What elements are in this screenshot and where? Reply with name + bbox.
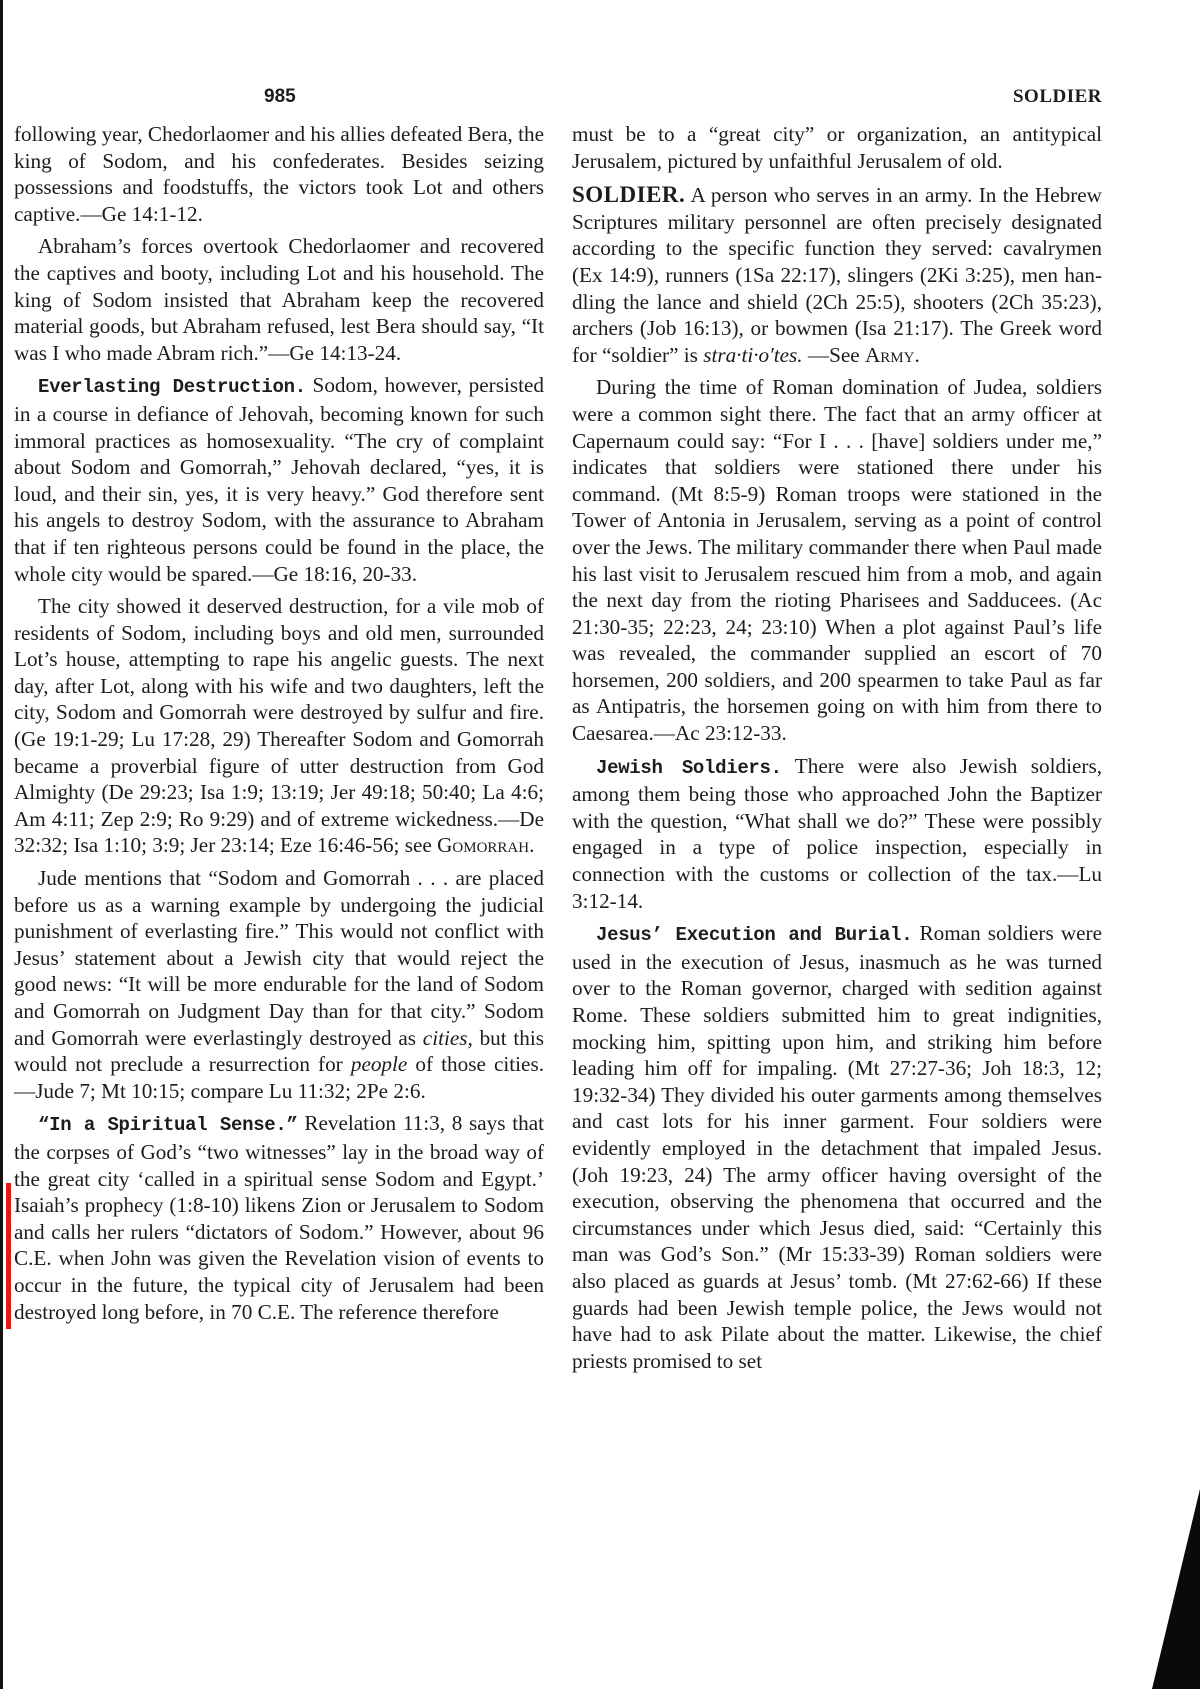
paragraph [14,372,544,587]
paragraph: must be to a “great city” or organization, an antitypical Jerusalem, pictured by unfaithful Jerusalem of old. [572,122,1102,173]
paragraph-text: —See [807,342,860,367]
paragraph: following year, Chedorlaomer and his allies defeated Bera, the king of Sodom, and his confederates. Besides seizing possessions and foodstuffs, the victors took Lot and others captive.—Ge 14:1-12. [14,122,544,226]
paragraph-text: Jude mentions that “Sodom and Gomorrah . . . are placed before us as a warning example by undergoing the judicial punishment of everlasting fire.” This would not conflict with Jesus’ statement about a Jewish city that would reject the good news: “It will be more endurable for the land of Sodom and Gomorrah on Judgment Day than for that city.” Sodom and Gomorrah were everlastingly destroyed as [14,866,544,1050]
paragraph-text: Roman soldiers were used in the execution of Jesus, inasmuch as he was turned over to the Roman governor, charged with sedition against Rome. These soldiers submitted him to great indignities, mocking him, spitting upon him, and striking him before leading him off for impaling. (Mt 27:27-36; Joh 18:3, 12; 19:32-34) They divided his outer garments among themselves and cast lots for his inner garment. Four soldiers were evidently employed in the detachment that impaled Jesus. (Joh 19:23, 24) The army officer having oversight of the execution, observing the phenomena that occurred and the circumstances under which Jesus died, said: “Certainly this man was God’s Son.” (Mr 15:33-39) Roman soldiers were also placed as guards at Jesus’ tomb. (Mt 27:62-66) If these guards had been Jewish temple police, the Jews would not have had to ask Pilate about the matter. Likewise, the chief priests promised to set [572,921,1102,1373]
paragraph-text: Sodom, however, persisted in a course in defiance of Jehovah, becoming known for such immoral practices as homosexuality. “The cry of complaint about Sodom and Gomorrah,” Jehovah declared, “yes, it is loud, and their sin, yes, it is very heavy.” God therefore sent his angels to destroy Sodom, with the assurance to Abraham that if ten righteous persons could be found in the place, the whole city would be spared.—Ge 18:16, 20-33. [14,373,544,586]
running-head: SOLDIER [1012,86,1102,107]
punctuation: . [529,833,535,858]
subheading-jewish-soldiers: Jewish Soldiers. [596,756,782,779]
margin-highlight-bar [6,1183,11,1329]
punctuation: . [914,342,920,367]
entry-heading-soldier: SOLDIER. [572,182,686,208]
subheading-everlasting-destruction: Everlasting Destruction. [38,376,306,399]
paragraph [14,593,544,859]
page-header [14,86,1102,112]
cross-reference: Army [864,342,915,367]
cross-reference: Gomorrah [437,833,530,858]
paragraph: Abraham’s forces overtook Chedorlaomer and recovered the captives and booty, including Lot and his household. The king of Sodom insisted that Abraham keep the recovered material goods, but Abraham refused, lest Bera should say, “It was I who made Abram rich.”—Ge 14:13-24. [14,234,544,365]
paragraph-text: There were also Jewish soldiers, among them being those who approached John the Baptizer with the question, “What shall we do?” These were possibly engaged in a type of police inspection, especially in connection with the customs or collection of the tax.—Lu 3:12-14. [572,753,1102,913]
left-column [14,121,544,1325]
paragraph [572,753,1102,915]
emphasis-text: people [350,1052,408,1077]
paragraph-text: of those cities. —Jude 7; Mt 10:15; compare Lu 11:32; 2Pe 2:6. [14,1052,544,1103]
paragraph: During the time of Roman domination of Judea, soldiers were a common sight there. The fact that an army officer at Capernaum could say: “For I . . . [have] soldiers under me,” indicates that soldiers were stationed there under his command. (Mt 8:5-9) Roman troops were stationed in the Tower of Antonia in Jerusalem, serving as a point of control over the Jews. The military commander there when Paul made his last visit to Jerusalem rescued him from a mob, and again the next day from the rioting Pharisees and Sadducees. (Ac 21:30-35; 22:23, 24; 23:10) When a plot against Paul’s life was revealed, the commander supplied an escort of 70 horsemen, 200 soldiers, and 200 spearmen to take Paul as far as Antipatris, the horsemen going on with him from there to Caesarea.—Ac 23:12-33. [572,375,1102,746]
page-number: 985 [264,86,296,107]
subheading-spiritual-sense: “In a Spiritual Sense.” [38,1114,298,1137]
transliteration: stra·ti·o′tes. [703,342,803,367]
emphasis-text: cities, [422,1025,473,1050]
scan-corner-shadow [1140,1489,1200,1689]
paragraph [14,865,544,1104]
subheading-execution-burial: Jesus’ Execution and Burial. [596,924,913,947]
paragraph-text: but this would not preclude a resurrection for [14,1025,544,1077]
paragraph-text: The city showed it deserved destruction, for a vile mob of residents of Sodom, including boys and old men, surrounded Lot’s house, attempting to rape his angelic guests. The next day, after Lot, along with his wife and two daughters, left the city, Sodom and Gomorrah were destroyed by sulfur and fire. (Ge 19:1-29; Lu 17:28, 29) Thereafter Sodom and Gomorrah became a proverbial figure of utter destruction from God Almighty (De 29:23; Isa 1:9; 13:19; Jer 49:18; 50:40; La 4:6; Am 4:11; Zep 2:9; Ro 9:29) and of extreme wickedness.—De 32:32; Isa 1:10; 3:9; Jer 23:14; Eze 16:46-56; see [14,594,544,858]
paragraph [572,182,1102,368]
paragraph [14,1110,544,1325]
paragraph-text: A person who serves in an army. In the Hebrew Scriptures military personnel are often precisely designated according to the specific function they served: cavalrymen (Ex 14:9), runners (1Sa 22:17), slingers (2Ki 3:25), men handling the lance and shield (2Ch 25:5), shooters (2Ch 35:23), archers (Job 16:13), or bowmen (Isa 21:17). The Greek word for “soldier” is [572,183,1102,367]
paragraph-text: Revelation 11:3, 8 says that the corpses of God’s “two witnesses” lay in the broad way of the great city ‘called in a spiritual sense Sodom and Egypt.’ Isaiah’s prophecy (1:8-10) likens Zion or Jerusalem to Sodom and calls her rulers “dictators of Sodom.” However, about 96 C.E. when John was given the Revelation vision of events to occur in the future, the typical city of Jerusalem had been destroyed long before, in 70 C.E. The reference therefore [14,1111,545,1324]
right-column [572,121,1102,1374]
scan-edge-line [0,0,3,1689]
paragraph [572,920,1102,1374]
